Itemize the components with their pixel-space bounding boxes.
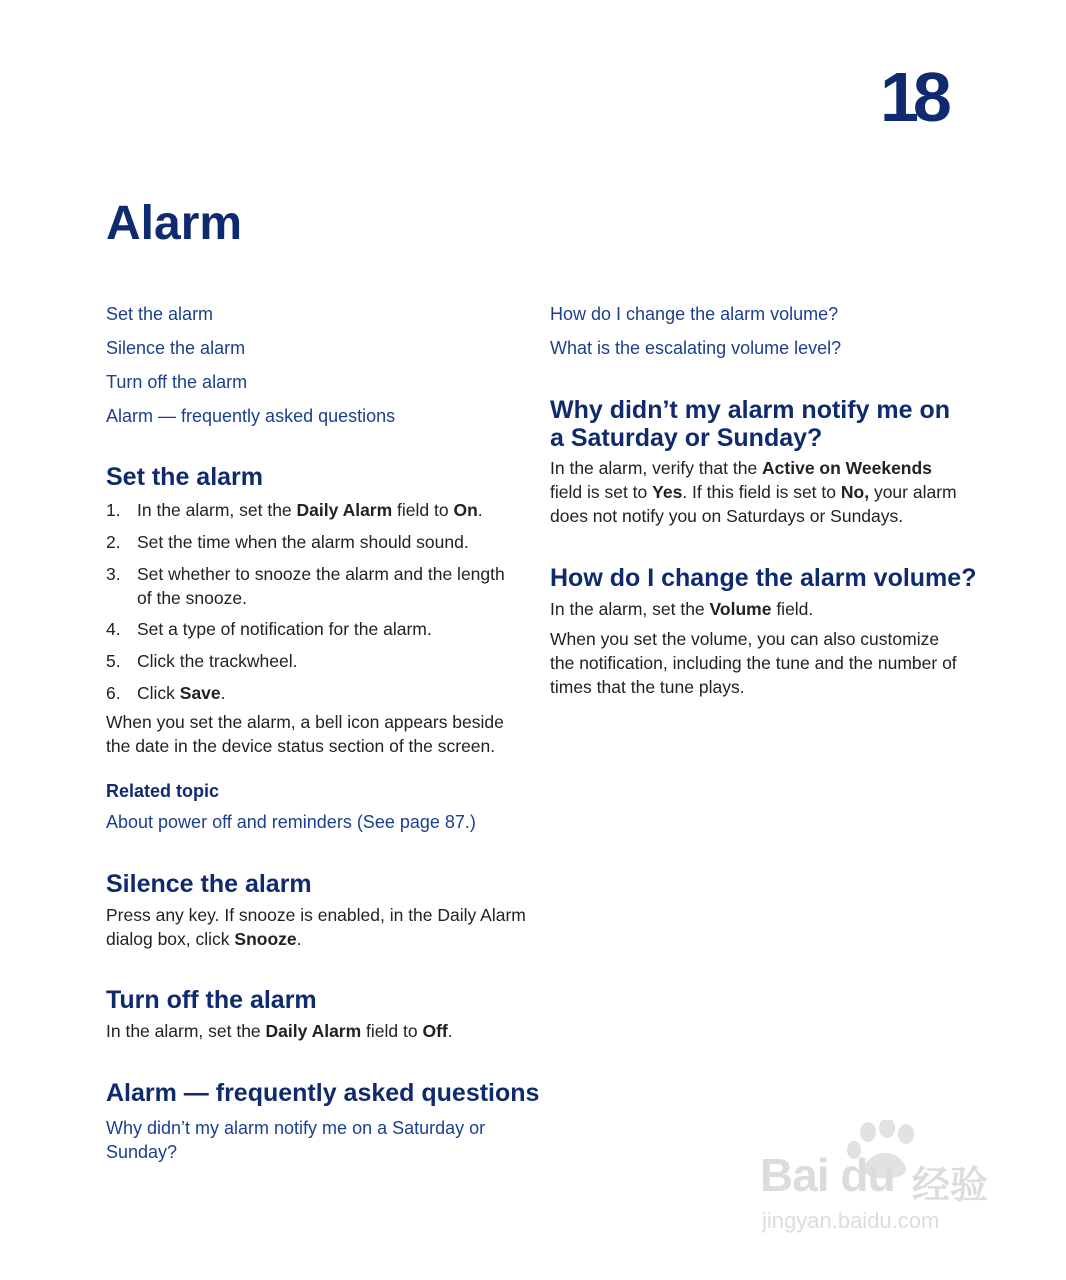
- faq-heading: Alarm — frequently asked questions: [106, 1079, 540, 1107]
- step-text: In the alarm, set the: [137, 500, 297, 520]
- step-number: 3.: [106, 564, 121, 584]
- volume-paragraph: When you set the volume, you can also customize the notification, including the tune and the number of times that the tune plays.: [550, 629, 957, 697]
- silence-alarm-text: [106, 903, 526, 951]
- baidu-watermark: [760, 1120, 1010, 1240]
- weekend-text-1: In the alarm, verify that the: [550, 458, 763, 478]
- field-name: Active on Weekends: [762, 458, 932, 478]
- weekend-text-3: . If this field is set to: [682, 482, 841, 502]
- watermark-brand: Bai du: [760, 1149, 895, 1201]
- turn-off-alarm-text: [106, 1019, 526, 1043]
- related-topic-heading: Related topic: [106, 781, 220, 801]
- step-number: 5.: [106, 651, 121, 671]
- field-name: Daily Alarm: [265, 1021, 362, 1041]
- weekend-text: [550, 456, 962, 528]
- watermark-cn: 经验: [912, 1163, 989, 1207]
- faq-link-weekend[interactable]: Why didn’t my alarm notify me on a Saturday or Sunday?: [106, 1118, 486, 1162]
- silence-text-end: .: [296, 929, 302, 949]
- toc-link-faq[interactable]: Alarm — frequently asked questions: [106, 406, 396, 426]
- field-name: Volume: [709, 599, 772, 619]
- volume-text: [550, 597, 962, 621]
- weekend-heading: Why didn’t my alarm notify me on a Saturday or Sunday?: [550, 396, 951, 452]
- field-value: On: [453, 500, 478, 520]
- step-text: Set the time when the alarm should sound.: [137, 532, 469, 552]
- toc-link-silence-alarm[interactable]: Silence the alarm: [106, 338, 246, 358]
- step-text: Click the trackwheel.: [137, 651, 298, 671]
- volume-heading: How do I change the alarm volume?: [550, 564, 977, 592]
- field-name: Daily Alarm: [296, 500, 393, 520]
- field-value: Yes: [652, 482, 683, 502]
- toc-link-change-volume[interactable]: How do I change the alarm volume?: [550, 304, 839, 324]
- step-number: 1.: [106, 500, 121, 520]
- page-title: Alarm: [106, 197, 243, 250]
- step-text: Click: [137, 683, 180, 703]
- silence-alarm-heading: Silence the alarm: [106, 870, 312, 898]
- step-number: 2.: [106, 532, 121, 552]
- turn-off-alarm-heading: Turn off the alarm: [106, 986, 317, 1014]
- button-name: Save: [179, 683, 221, 703]
- toc-link-escalating-volume[interactable]: What is the escalating volume level?: [550, 338, 842, 358]
- chapter-number: 18: [880, 58, 946, 136]
- step-text: Set whether to snooze the alarm and the length of the snooze.: [137, 564, 505, 608]
- volume-text-2: field.: [771, 599, 814, 619]
- field-value: No,: [840, 482, 870, 502]
- step-text: .: [220, 683, 226, 703]
- toc-link-turn-off-alarm[interactable]: Turn off the alarm: [106, 372, 248, 392]
- turn-off-text: In the alarm, set the: [106, 1021, 266, 1041]
- volume-text-1: In the alarm, set the: [550, 599, 710, 619]
- button-name: Snooze: [234, 929, 297, 949]
- weekend-text-2: field is set to: [550, 482, 653, 502]
- toc-link-set-alarm[interactable]: Set the alarm: [106, 304, 214, 324]
- turn-off-text: field to: [361, 1021, 423, 1041]
- step-text: Set a type of notification for the alarm.: [137, 619, 432, 639]
- set-alarm-note: When you set the alarm, a bell icon appears beside the date in the device status section of the screen.: [106, 712, 504, 756]
- step-number: 4.: [106, 619, 121, 639]
- step-number: 6.: [106, 683, 121, 703]
- set-alarm-heading: Set the alarm: [106, 463, 264, 491]
- weekend-text-4: your alarm does not notify you on Saturdays or Sundays.: [550, 482, 957, 526]
- step-text: .: [477, 500, 483, 520]
- step-text: field to: [392, 500, 454, 520]
- field-value: Off: [422, 1021, 448, 1041]
- silence-text: Press any key. If snooze is enabled, in the Daily Alarm dialog box, click: [106, 905, 526, 949]
- watermark-url: jingyan.baidu.com: [762, 1208, 940, 1233]
- related-topic-link[interactable]: About power off and reminders (See page 87.): [106, 812, 476, 832]
- set-alarm-steps: [106, 498, 526, 708]
- turn-off-text-end: .: [447, 1021, 453, 1041]
